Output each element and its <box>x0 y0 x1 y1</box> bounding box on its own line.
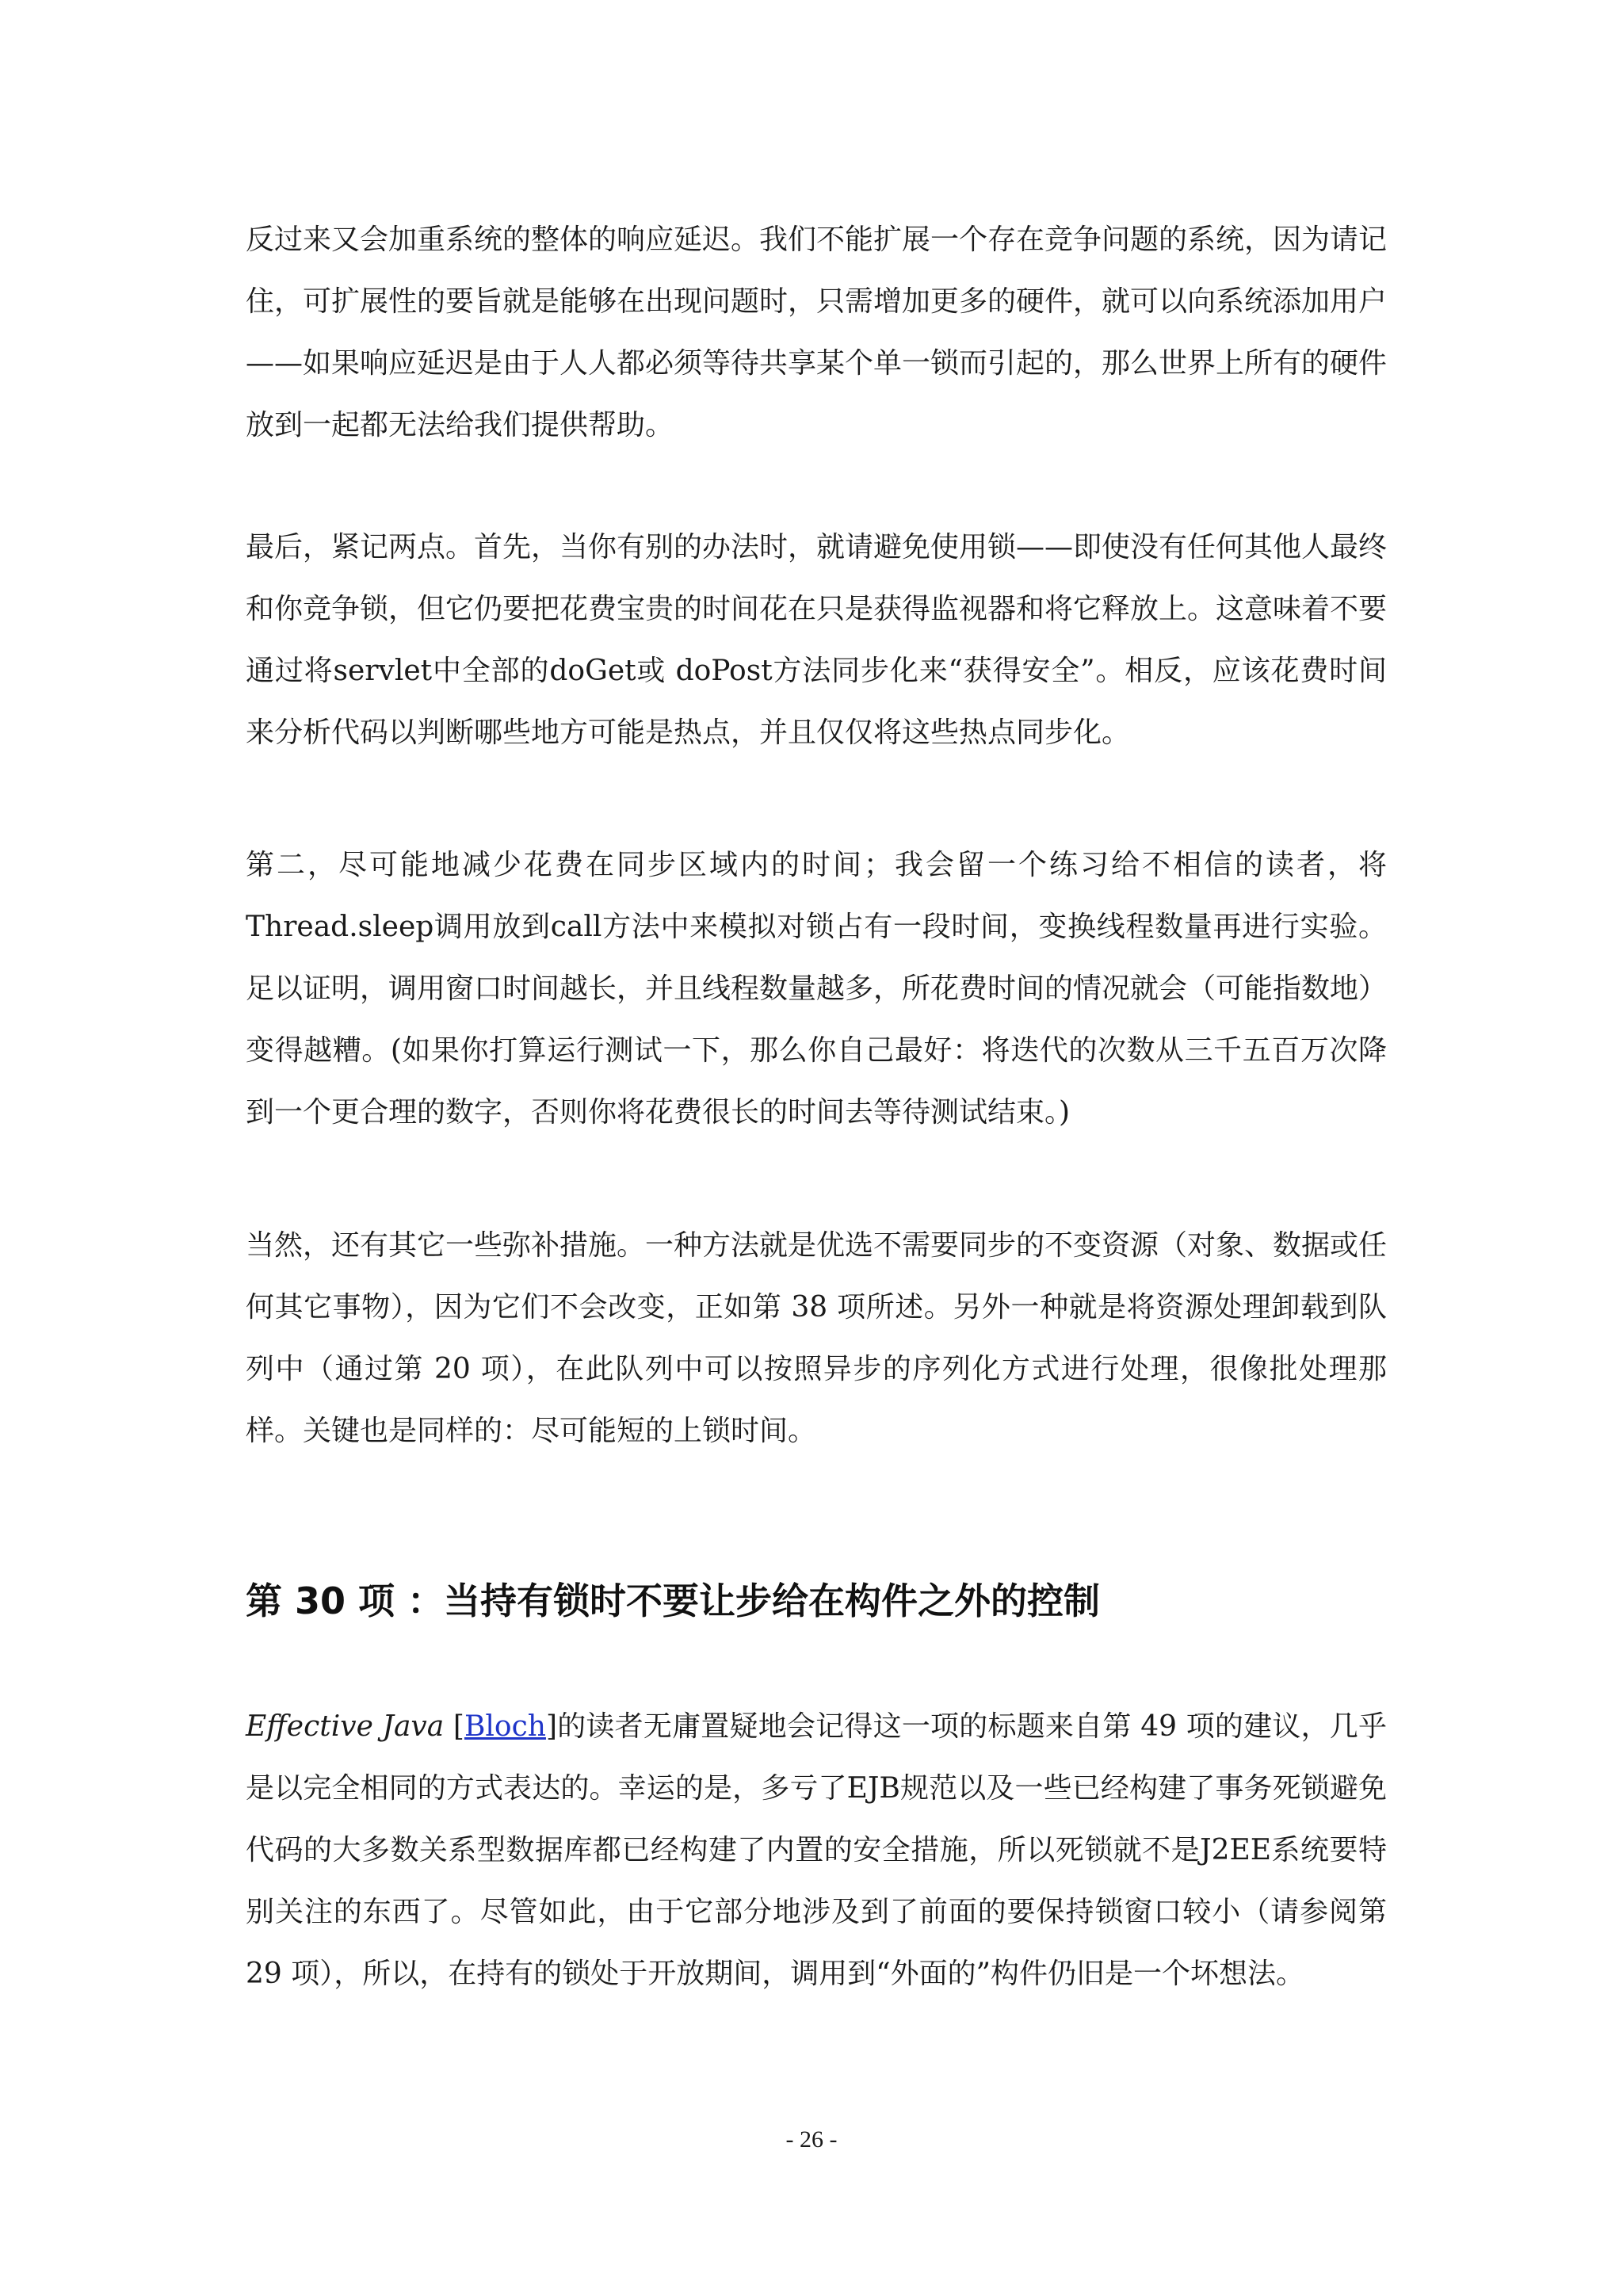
paragraph-4: 当然，还有其它一些弥补措施。一种方法就是优选不需要同步的不变资源（对象、数据或任何其它事物），因为它们不会改变，正如第 38 项所述。另外一种就是将资源处理卸载到队列中（通过第 20 项），在此队列中可以按照异步的序列化方式进行处理，很像批处理那样。关键也是同样的：尽可能短的上锁时间。 <box>246 1229 1388 1447</box>
paragraph-1: 反过来又会加重系统的整体的响应延迟。我们不能扩展一个存在竞争问题的系统，因为请记住，可扩展性的要旨就是能够在出现问题时，只需增加更多的硬件，就可以向系统添加用户——如果响应延迟是由于人人都必须等待共享某个单一锁而引起的，那么世界上所有的硬件放到一起都无法给我们提供帮助。 <box>246 223 1388 441</box>
paragraph-2-block <box>246 517 1387 764</box>
book-title: Effective Java <box>246 1710 445 1743</box>
paragraph-1-block <box>246 209 1387 457</box>
paragraph-3-block <box>246 835 1387 1144</box>
citation-bracket-open: [ <box>444 1710 464 1743</box>
paragraph-5 <box>246 1696 1387 2005</box>
citation-bracket-close: ] <box>545 1710 557 1743</box>
citation-link-bloch[interactable]: Bloch <box>464 1710 546 1743</box>
section-heading: 第 30 项 ：当持有锁时不要让步给在构件之外的控制 <box>246 1580 1101 1622</box>
paragraph-3: 第二，尽可能地减少花费在同步区域内的时间；我会留一个练习给不相信的读者，将Thread.sleep调用放到call方法中来模拟对锁占有一段时间，变换线程数量再进行实验。足以证明，调用窗口时间越长，并且线程数量越多，所花费时间的情况就会（可能指数地）变得越糟。(如果你打算运行测试一下，那么你自己最好：将迭代的次数从三千五百万次降到一个更合理的数字，否则你将花费很长的时间去等待测试结束。) <box>246 849 1388 1129</box>
page-number: - 26 - <box>785 2126 838 2153</box>
paragraph-5-block <box>246 1696 1387 2005</box>
paragraph-5-text: 的读者无庸置疑地会记得这一项的标题来自第 49 项的建议，几乎是以完全相同的方式表达的。幸运的是，多亏了EJB规范以及一些已经构建了事务死锁避免代码的大多数关系型数据库都已经构建了内置的安全措施，所以死锁就不是J2EE系统要特别关注的东西了。尽管如此，由于它部分地涉及到了前面的要保持锁窗口较小（请参阅第 29 项），所以，在持有的锁处于开放期间，调用到“外面的”构件仍旧是一个坏想法。 <box>246 1710 1387 1990</box>
paragraph-2: 最后，紧记两点。首先，当你有别的办法时，就请避免使用锁——即使没有任何其他人最终和你竞争锁，但它仍要把花费宝贵的时间花在只是获得监视器和将它释放上。这意味着不要通过将servlet中全部的doGet或 doPost方法同步化来“获得安全”。相反，应该花费时间来分析代码以判断哪些地方可能是热点，并且仅仅将这些热点同步化。 <box>246 531 1388 749</box>
paragraph-4-block <box>246 1215 1387 1462</box>
